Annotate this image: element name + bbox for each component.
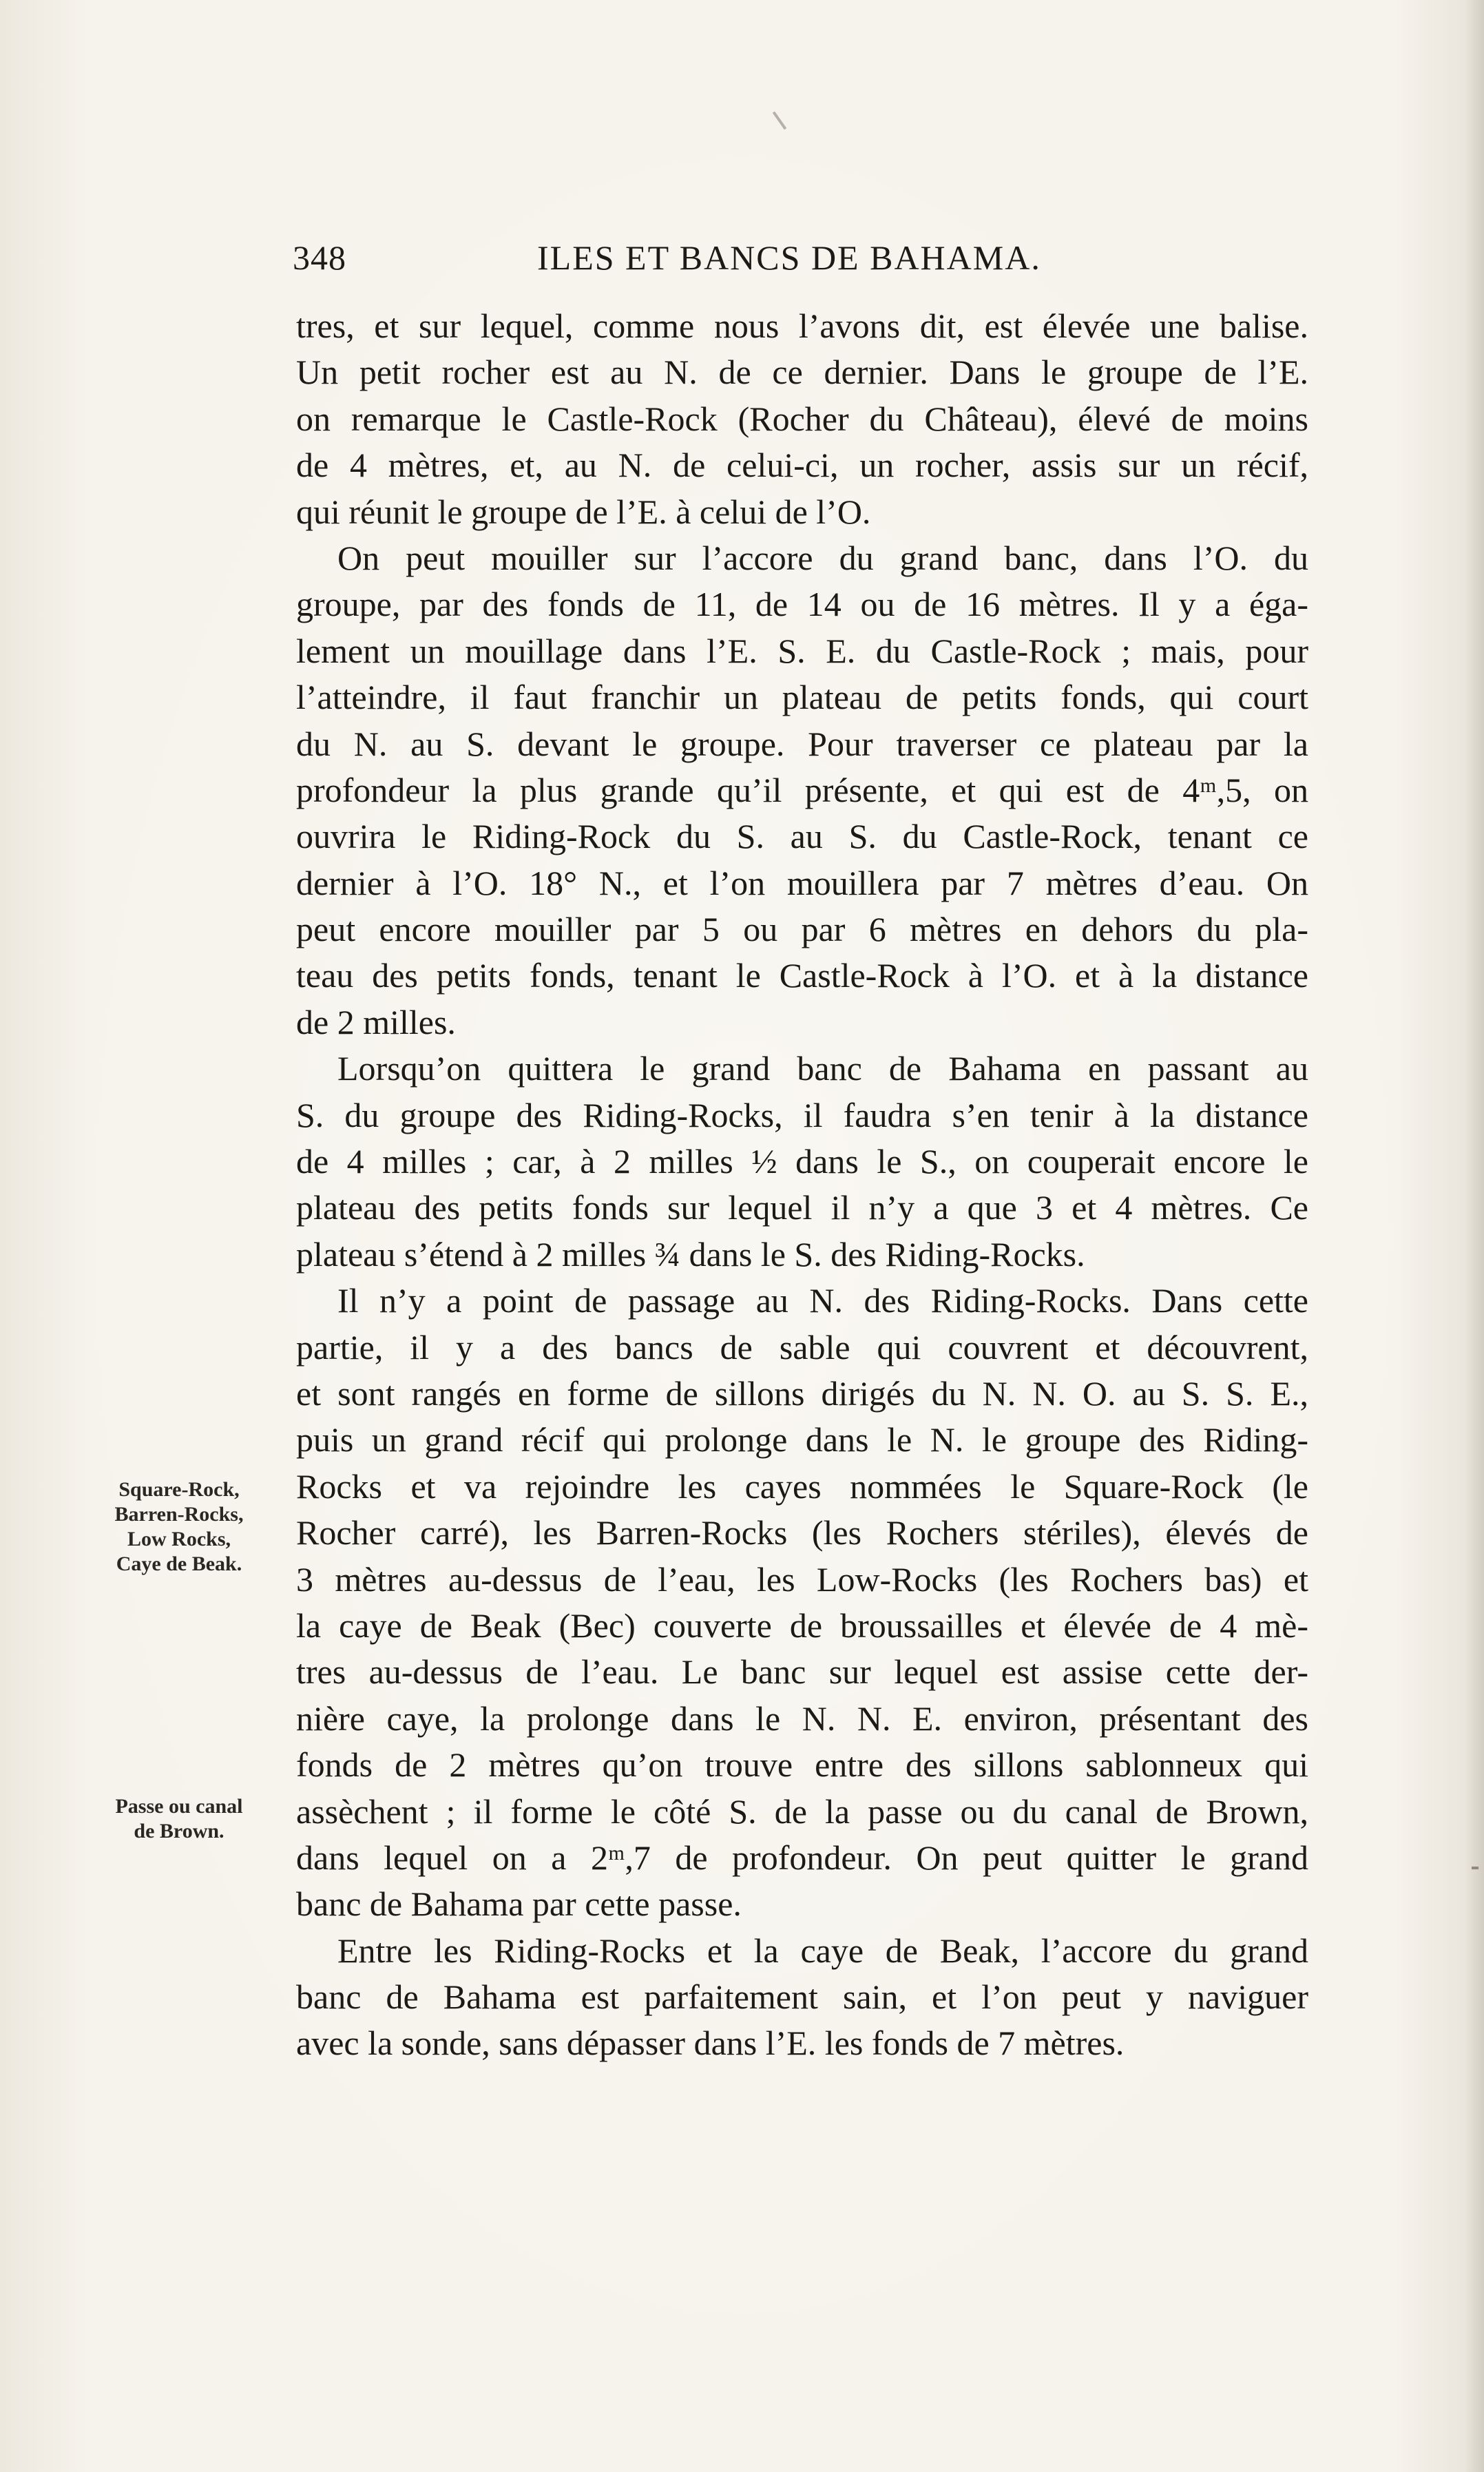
text-line: dernier à l’O. 18° N., et l’on mouillera par 7 mètres d’eau. On <box>296 863 1308 902</box>
text-line: Rocher carré), les Barren-Rocks (les Rochers stériles), élevés de <box>296 1513 1308 1552</box>
margin-note-line: Square-Rock, <box>118 1478 240 1501</box>
text-line: assèchent ; il forme le côté S. de la passe ou du canal de Brown, <box>296 1791 1308 1831</box>
margin-note-line: Low Rocks, <box>127 1528 231 1550</box>
margin-note-square-rock <box>65 1477 293 1577</box>
text-line: du N. au S. devant le groupe. Pour traverser ce plateau par la <box>296 724 1308 763</box>
ink-tick-mark <box>773 112 786 130</box>
text-line: partie, il y a des bancs de sable qui couvrent et découvrent, <box>296 1327 1308 1367</box>
text-line: peut encore mouiller par 5 ou par 6 mètres en dehors du pla- <box>296 910 1308 949</box>
text-line: profondeur la plus grande qu’il présente, et qui est de 4ᵐ,5, on <box>296 770 1308 809</box>
text-line: teau des petits fonds, tenant le Castle-Rock à l’O. et à la distance <box>296 956 1308 995</box>
text-line: puis un grand récif qui prolonge dans le N. le groupe des Riding- <box>296 1420 1308 1460</box>
text-line: nière caye, la prolonge dans le N. N. E. environ, présentant des <box>296 1699 1308 1738</box>
text-line: on remarque le Castle-Rock (Rocher du Château), élevé de moins <box>296 399 1308 438</box>
text-line: plateau s’étend à 2 milles ¾ dans le S. des Riding-Rocks. <box>296 1234 1085 1274</box>
text-line: de 4 mètres, et, au N. de celui-ci, un rocher, assis sur un récif, <box>296 446 1308 485</box>
text-line: ouvrira le Riding-Rock du S. au S. du Castle-Rock, tenant ce <box>296 817 1308 856</box>
text-line: banc de Bahama par cette passe. <box>296 1884 742 1924</box>
running-title: ILES ET BANCS DE BAHAMA. <box>537 238 1041 277</box>
text-line: Lorsqu’on quittera le grand banc de Bahama en passant au <box>337 1049 1308 1088</box>
margin-note-line: de Brown. <box>134 1820 224 1842</box>
text-line: Entre les Riding-Rocks et la caye de Beak, l’accore du grand <box>337 1931 1308 1970</box>
text-line: plateau des petits fonds sur lequel il n’y a que 3 et 4 mètres. Ce <box>296 1188 1308 1227</box>
text-line: la caye de Beak (Bec) couverte de broussailles et élevée de 4 mè- <box>296 1606 1308 1645</box>
ink-speck <box>1472 1867 1478 1869</box>
text-line: fonds de 2 mètres qu’on trouve entre des sillons sablonneux qui <box>296 1745 1308 1785</box>
text-line: Il n’y a point de passage au N. des Riding-Rocks. Dans cette <box>337 1281 1308 1320</box>
text-line: Rocks et va rejoindre les cayes nommées le Square-Rock (le <box>296 1466 1308 1506</box>
margin-note-line: Passe ou canal <box>115 1795 243 1818</box>
text-line: On peut mouiller sur l’accore du grand banc, dans l’O. du <box>337 538 1308 577</box>
page-number: 348 <box>293 238 346 277</box>
text-line: qui réunit le groupe de l’E. à celui de l’O. <box>296 492 871 531</box>
text-line: avec la sonde, sans dépasser dans l’E. les fonds de 7 mètres. <box>296 2024 1125 2063</box>
text-line: groupe, par des fonds de 11, de 14 ou de 16 mètres. Il y a éga- <box>296 585 1308 624</box>
text-line: tres, et sur lequel, comme nous l’avons dit, est élevée une balise. <box>296 307 1308 345</box>
text-line: l’atteindre, il faut franchir un plateau de petits fonds, qui court <box>296 678 1308 717</box>
text-line: S. du groupe des Riding-Rocks, il faudra s’en tenir à la distance <box>296 1095 1308 1134</box>
running-head <box>293 238 1312 286</box>
text-line: 3 mètres au-dessus de l’eau, les Low-Rocks (les Rochers bas) et <box>296 1559 1308 1599</box>
text-line: dans lequel on a 2ᵐ,7 de profondeur. On peut quitter le grand <box>296 1838 1308 1877</box>
page-edge-shadow <box>1465 0 1484 2472</box>
text-line: tres au-dessus de l’eau. Le banc sur lequel est assise cette der- <box>296 1652 1308 1692</box>
text-line: banc de Bahama est parfaitement sain, et l’on peut y naviguer <box>296 1977 1308 2017</box>
text-line: Un petit rocher est au N. de ce dernier. Dans le groupe de l’E. <box>296 353 1308 392</box>
text-line: et sont rangés en forme de sillons dirigés du N. N. O. au S. S. E., <box>296 1373 1308 1413</box>
body-text <box>296 303 1308 2067</box>
text-line: de 2 milles. <box>296 1002 456 1041</box>
text-line: lement un mouillage dans l’E. S. E. du Castle-Rock ; mais, pour <box>296 631 1308 670</box>
text-line: de 4 milles ; car, à 2 milles ½ dans le S., on couperait encore le <box>296 1142 1308 1181</box>
margin-note-line: Caye de Beak. <box>116 1552 242 1575</box>
margin-note-passe-brown <box>65 1794 293 1844</box>
margin-note-line: Barren-Rocks, <box>114 1503 244 1526</box>
